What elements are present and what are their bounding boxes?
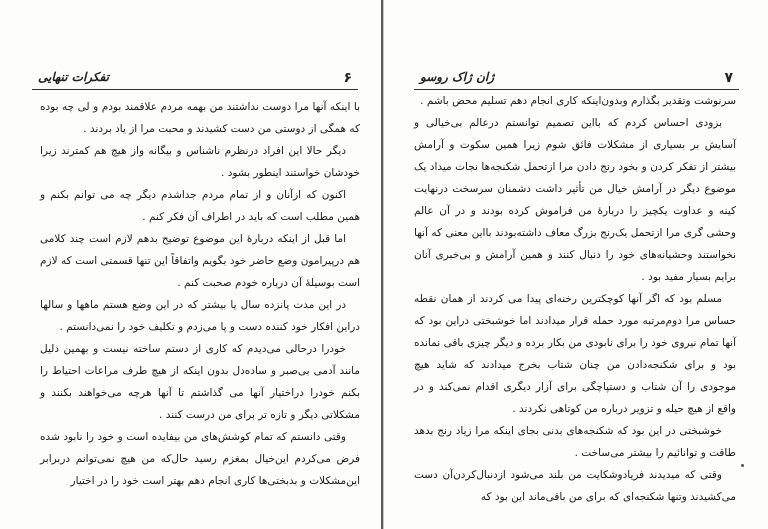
paragraph: در این مدت پانزده سال یا بیشتر که در این وضع هستم ماهها و سالها دراین افکار خود کننده دست و پا می‌زدم و تکلیف خود را نمی‌دانستم . — [40, 299, 360, 333]
paragraph: خوشبختی در این بود که شکنجه‌های بدنی بجای اینکه مرا زیاد رنج بدهد طاقت و توانائیم را بیشتر می‌ساخت . — [414, 425, 736, 459]
left-page — [0, 0, 382, 529]
paragraph: خودرا درحالی می‌دیدم که کاری از دستم ساخته نیست و بهمین دلیل مانند آدمی بی‌صبر و ساده‌دل بدون اینکه از هیچ طرف مراعات احتیاط را بکنم خودرا دراختیار آنها می گذاشتم تا آنها هرچه می‌خواهند بکنند و مشکلاتی دیگر و تازه تر برای من درست کنند . — [40, 343, 360, 421]
left-running-title: تفکرات تنهایی — [38, 70, 109, 84]
paragraph: اکنون که ازآنان و از تمام مردم جداشدم دیگر چه‌ می توانم بکنم و همین مطلب است که باید در اطراف آن فکر کنم . — [40, 189, 360, 223]
paragraph: اما قبل از اینکه دربارهٔ این موضوع توضیح بدهم لازم است چند کلامی هم درپیرامون وضع حاضر خود بگویم واتفاقاً این تنها قسمتی است که لازم است بوسیلهٔ آن درباره خودم صحبت کنم . — [40, 233, 360, 289]
right-running-title: ژان ژاک روسو — [420, 70, 495, 84]
right-page-header — [414, 68, 739, 90]
left-page-number: ۶ — [343, 70, 352, 86]
right-page — [383, 0, 768, 529]
right-page-body — [414, 90, 736, 508]
left-header-rule — [32, 89, 358, 90]
paragraph: سرنوشت وتقدیر بگذارم وبدون‌اینکه کاری انجام دهم تسلیم محض باشم . — [420, 95, 736, 107]
right-page-number: ۷ — [724, 70, 733, 86]
paragraph: با اینکه آنها مرا دوست نداشتند من بهمه مردم علاقمند بودم و لی چه بوده که همگی از دوستی من دست کشیدند و محبت مرا از یاد بردند . — [40, 101, 360, 135]
margin-speck — [741, 464, 744, 467]
paragraph: مسلم بود که اگر آنها کوچکترین رخنه‌ای پیدا می کردند از همان نقطه حساس مرا دوم‌مرتبه مورد حمله قرار میدادند اما خوشبختی دراین بود که آنها تمام نیروی خود را برای نابودی من بکار برده و دیگر چیزی باقی نمانده بود و برای شکنجه‌دادن من چنان شتاب بخرج میدادند که شاید هیچ موجودی را آن شتاب و دستپاچگی برای آزار دیگری اقدام نمی‌کند و در واقع از هیچ حیله و تزویر درباره من کوتاهی نکردند . — [414, 293, 736, 415]
left-page-header — [32, 68, 358, 90]
paragraph: وقتی که میدیدند فریادوشکایت من بلند می‌شود ازدنبال‌کردن‌آن دست می‌کشیدند وتنها شکنجه‌ای که برای من باقی‌ماند این بود که — [414, 469, 736, 503]
paragraph: وقتی دانستم که تمام کوشش‌های من بیفایده است و خود را نابود شده فرض می‌کردم این‌خیال بمغزم رسید حال‌که من هیچ نمی‌توانم دربرابر این‌مشکلات و بدبختی‌ها کاری انجام دهم بهتر است خود را در اختیار — [40, 431, 360, 487]
left-page-body — [40, 96, 360, 492]
paragraph: دیگر حالا این افراد درنظرم ناشناس و بیگانه واز هیچ هم کمترند زیرا خودشان خواستند اینطور بشود . — [40, 145, 360, 179]
paragraph: بزودی احساس کردم که بااین تصمیم توانستم درعالم بی‌خیالی و آسایش بر بسیاری از مشکلات فائق شوم زیرا همین سکوت و آرامش بیشتر از تفکر کردن و بخود رنج دادن مرا ازتحمل شکنجه‌ها نجات میداد یک موضوع دیگر در آرامش خیال من تأثیر داشت دشمنان سرسخت درنهایت کینه و عداوت یکچیز را دربارهٔ من فراموش کرده بودند و در آن عالم وحشی گری مرا ازتحمل یک‌رنج بزرگ معاف داشته‌بودند بااین معنی که آنها نخواستند وحشیانه‌های خود را دنبال کنند و همین آرامش و بی‌خبری آنان برایم بسیار مفید بود . — [414, 117, 736, 283]
